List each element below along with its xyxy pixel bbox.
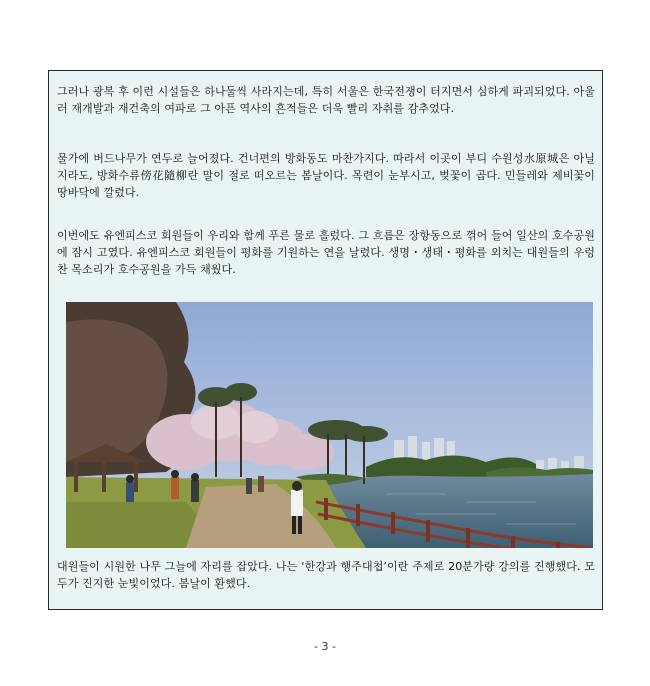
paragraph-1: 그러나 광복 후 이런 시설들은 하나둘씩 사라지는데, 특히 서울은 한국전쟁이 터지면서 심하게 파괴되었다. 아울러 재개발과 재건축의 여파로 그 아픈 역사의 흔적들은 더욱 빨리 자취를 감추었다. <box>57 85 595 115</box>
photo-caption: 대원들이 시원한 나무 그늘에 자리를 잡았다. 나는 ‘한강과 행주대첩’이란 주제로 20분가량 강의를 진행했다. 모두가 진지한 눈빛이었다. 봄날이 환했다. <box>57 560 595 590</box>
paragraph-2: 물가에 버드나무가 연두로 늘어졌다. 건너편의 방화동도 마찬가지다. 따라서 이곳이 부디 수원성水原城은 아닐지라도, 방화수류傍花隨柳란 말이 절로 떠오르는 봄날이다. 목련이 눈부시고, 벚꽃이 곱다. 민들레와 제비꽃이 땅바닥에 깔렸다. <box>57 152 595 199</box>
content-box <box>48 70 603 610</box>
paragraph-3: 이번에도 유엔피스코 회원들이 우리와 함께 푸른 물로 흘렀다. 그 흐름은 장항동으로 꺾어 들어 일산의 호수공원에 잠시 고였다. 유엔피스코 회원들이 평화를 기원하는 연을 날렸다. 생명・생태・평화를 외치는 대원들의 우렁찬 목소리가 호수공원을 가득 채웠다. <box>57 229 595 276</box>
page-number: - 3 - <box>314 640 336 653</box>
lake-park-photo <box>66 302 593 548</box>
